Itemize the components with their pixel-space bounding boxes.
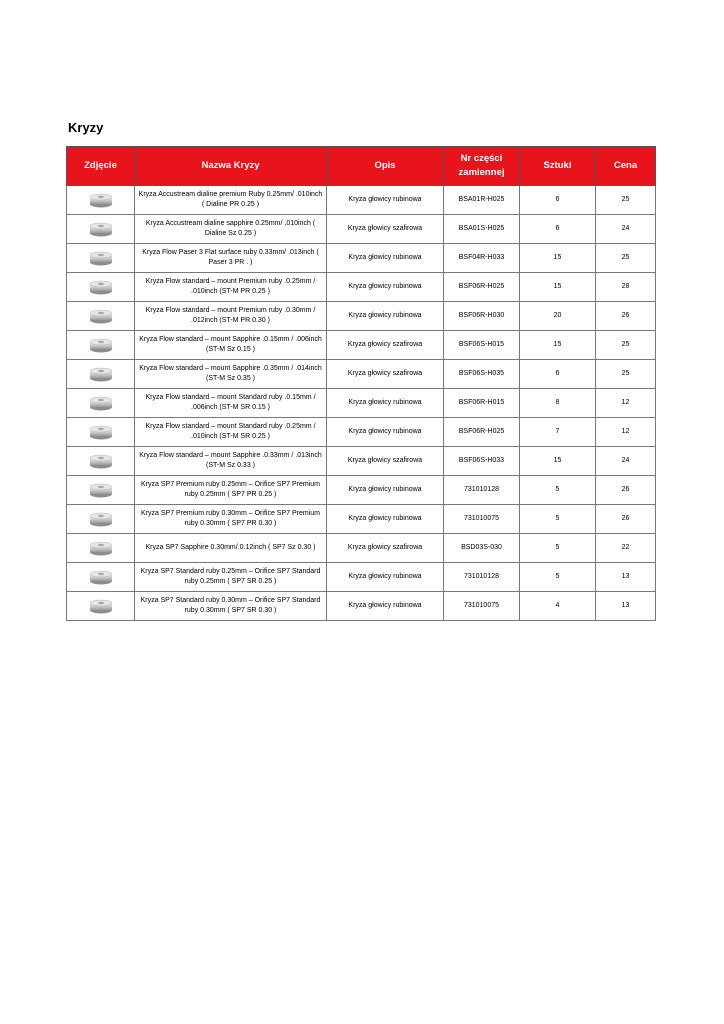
part-number-cell: BSA01R-H025 xyxy=(444,186,520,215)
column-header-name: Nazwa Kryzy xyxy=(135,147,327,186)
table-row xyxy=(67,418,656,447)
table-row xyxy=(67,476,656,505)
nozzle-image xyxy=(88,570,114,585)
description-cell: Kryza głowicy rubinowa xyxy=(327,418,444,447)
description-cell: Kryza głowicy rubinowa xyxy=(327,592,444,621)
part-number-cell: BSF06S-H035 xyxy=(444,360,520,389)
price-cell: 26 xyxy=(596,476,656,505)
quantity-cell: 15 xyxy=(520,273,596,302)
table-row xyxy=(67,592,656,621)
nozzle-image xyxy=(88,280,114,295)
table-row xyxy=(67,505,656,534)
nozzle-image xyxy=(88,338,114,353)
quantity-cell: 5 xyxy=(520,534,596,563)
name-cell: Kryza Flow standard – mount Standard ruby .0.15mm / .006inch (ST-M SR 0.15 ) xyxy=(135,389,327,418)
quantity-cell: 5 xyxy=(520,505,596,534)
part-number-cell: 731010128 xyxy=(444,563,520,592)
name-cell: Kryza SP7 Sapphire 0.30mm/.0.12inch ( SP7 Sz 0.30 ) xyxy=(135,534,327,563)
price-cell: 26 xyxy=(596,505,656,534)
name-cell: Kryza Accustream dialine sapphire 0.25mm/ .010inch ( Dialine Sz 0.25 ) xyxy=(135,215,327,244)
nozzle-image xyxy=(88,599,114,614)
column-header-description: Opis xyxy=(327,147,444,186)
nozzle-image xyxy=(88,541,114,556)
quantity-cell: 20 xyxy=(520,302,596,331)
price-cell: 13 xyxy=(596,563,656,592)
name-cell: Kryza Flow Paser 3 Flat surface ruby 0.33mm/ .013inch ( Paser 3 PR . ) xyxy=(135,244,327,273)
quantity-cell: 6 xyxy=(520,215,596,244)
table-row xyxy=(67,186,656,215)
price-cell: 25 xyxy=(596,360,656,389)
price-cell: 25 xyxy=(596,244,656,273)
quantity-cell: 7 xyxy=(520,418,596,447)
nozzle-image xyxy=(88,222,114,237)
table-row xyxy=(67,447,656,476)
description-cell: Kryza głowicy rubinowa xyxy=(327,186,444,215)
quantity-cell: 8 xyxy=(520,389,596,418)
price-cell: 25 xyxy=(596,331,656,360)
quantity-cell: 15 xyxy=(520,244,596,273)
price-cell: 12 xyxy=(596,389,656,418)
photo-cell xyxy=(67,331,135,360)
part-number-cell: BSF06R-H025 xyxy=(444,418,520,447)
photo-cell xyxy=(67,186,135,215)
description-cell: Kryza głowicy szafirowa xyxy=(327,447,444,476)
column-header-price: Cena xyxy=(596,147,656,186)
description-cell: Kryza głowicy rubinowa xyxy=(327,389,444,418)
part-number-cell: 731010128 xyxy=(444,476,520,505)
table-row xyxy=(67,563,656,592)
name-cell: Kryza SP7 Premium ruby 0.25mm – Orifice SP7 Premium ruby 0.25mm ( SP7 PR 0.25 ) xyxy=(135,476,327,505)
photo-cell xyxy=(67,476,135,505)
nozzle-image xyxy=(88,425,114,440)
column-header-photo: Zdjęcie xyxy=(67,147,135,186)
quantity-cell: 15 xyxy=(520,447,596,476)
description-cell: Kryza głowicy szafirowa xyxy=(327,215,444,244)
nozzle-image xyxy=(88,454,114,469)
part-number-cell: BSF06R-H025 xyxy=(444,273,520,302)
part-number-cell: BSF06R-H030 xyxy=(444,302,520,331)
part-number-cell: BSD03S-030 xyxy=(444,534,520,563)
column-header-quantity: Sztuki xyxy=(520,147,596,186)
name-cell: Kryza Flow standard – mount Standard ruby .0.25mm / .010inch (ST-M SR 0.25 ) xyxy=(135,418,327,447)
photo-cell xyxy=(67,418,135,447)
price-cell: 13 xyxy=(596,592,656,621)
nozzle-image xyxy=(88,483,114,498)
table-row xyxy=(67,534,656,563)
photo-cell xyxy=(67,244,135,273)
table-header-row xyxy=(67,147,656,186)
photo-cell xyxy=(67,360,135,389)
nozzle-image xyxy=(88,367,114,382)
part-number-cell: BSA01S-H025 xyxy=(444,215,520,244)
part-number-cell: BSF04R-H033 xyxy=(444,244,520,273)
price-cell: 25 xyxy=(596,186,656,215)
name-cell: Kryza Accustream dialine premium Ruby 0.25mm/ .010inch ( Dialine PR 0.25 ) xyxy=(135,186,327,215)
part-number-cell: 731010075 xyxy=(444,505,520,534)
name-cell: Kryza SP7 Premium ruby 0.30mm – Orifice SP7 Premium ruby 0.30mm ( SP7 PR 0.30 ) xyxy=(135,505,327,534)
nozzle-image xyxy=(88,251,114,266)
table-row xyxy=(67,389,656,418)
name-cell: Kryza Flow standard – mount Sapphire .0.35mm / .014inch (ST-M Sz 0.35 ) xyxy=(135,360,327,389)
quantity-cell: 5 xyxy=(520,476,596,505)
photo-cell xyxy=(67,505,135,534)
description-cell: Kryza głowicy rubinowa xyxy=(327,244,444,273)
table-row xyxy=(67,273,656,302)
name-cell: Kryza Flow standard – mount Premium ruby .0.25mm / .010inch (ST-M PR 0.25 ) xyxy=(135,273,327,302)
orifice-table xyxy=(66,146,656,621)
name-cell: Kryza Flow standard – mount Premium ruby .0.30mm / .012inch (ST-M PR 0.30 ) xyxy=(135,302,327,331)
part-number-cell: BSF06R-H015 xyxy=(444,389,520,418)
photo-cell xyxy=(67,563,135,592)
description-cell: Kryza głowicy szafirowa xyxy=(327,534,444,563)
nozzle-image xyxy=(88,193,114,208)
table-row xyxy=(67,302,656,331)
quantity-cell: 4 xyxy=(520,592,596,621)
description-cell: Kryza głowicy rubinowa xyxy=(327,563,444,592)
part-number-cell: 731010075 xyxy=(444,592,520,621)
table-row xyxy=(67,360,656,389)
table-row xyxy=(67,331,656,360)
photo-cell xyxy=(67,302,135,331)
nozzle-image xyxy=(88,396,114,411)
photo-cell xyxy=(67,447,135,476)
part-number-cell: BSF06S-H033 xyxy=(444,447,520,476)
part-number-cell: BSF06S-H015 xyxy=(444,331,520,360)
price-cell: 12 xyxy=(596,418,656,447)
photo-cell xyxy=(67,215,135,244)
table-row xyxy=(67,244,656,273)
quantity-cell: 15 xyxy=(520,331,596,360)
description-cell: Kryza głowicy szafirowa xyxy=(327,331,444,360)
name-cell: Kryza SP7 Standard ruby 0.25mm – Orifice SP7 Standard ruby 0.25mm ( SP7 SR 0.25 ) xyxy=(135,563,327,592)
price-cell: 26 xyxy=(596,302,656,331)
price-cell: 22 xyxy=(596,534,656,563)
quantity-cell: 5 xyxy=(520,563,596,592)
description-cell: Kryza głowicy rubinowa xyxy=(327,505,444,534)
nozzle-image xyxy=(88,512,114,527)
price-cell: 24 xyxy=(596,447,656,476)
photo-cell xyxy=(67,273,135,302)
name-cell: Kryza SP7 Standard ruby 0.30mm – Orifice SP7 Standard ruby 0.30mm ( SP7 SR 0.30 ) xyxy=(135,592,327,621)
table-row xyxy=(67,215,656,244)
description-cell: Kryza głowicy rubinowa xyxy=(327,302,444,331)
section-title: Kryzy xyxy=(68,120,104,135)
price-cell: 24 xyxy=(596,215,656,244)
quantity-cell: 6 xyxy=(520,360,596,389)
description-cell: Kryza głowicy szafirowa xyxy=(327,360,444,389)
photo-cell xyxy=(67,534,135,563)
quantity-cell: 6 xyxy=(520,186,596,215)
photo-cell xyxy=(67,389,135,418)
name-cell: Kryza Flow standard – mount Sapphire .0.33mm / .013inch (ST-M Sz 0.33 ) xyxy=(135,447,327,476)
description-cell: Kryza głowicy rubinowa xyxy=(327,476,444,505)
nozzle-image xyxy=(88,309,114,324)
column-header-part-number: Nr części zamiennej xyxy=(444,147,520,186)
description-cell: Kryza głowicy rubinowa xyxy=(327,273,444,302)
price-cell: 28 xyxy=(596,273,656,302)
name-cell: Kryza Flow standard – mount Sapphire .0.15mm / .006inch (ST-M Sz 0.15 ) xyxy=(135,331,327,360)
photo-cell xyxy=(67,592,135,621)
